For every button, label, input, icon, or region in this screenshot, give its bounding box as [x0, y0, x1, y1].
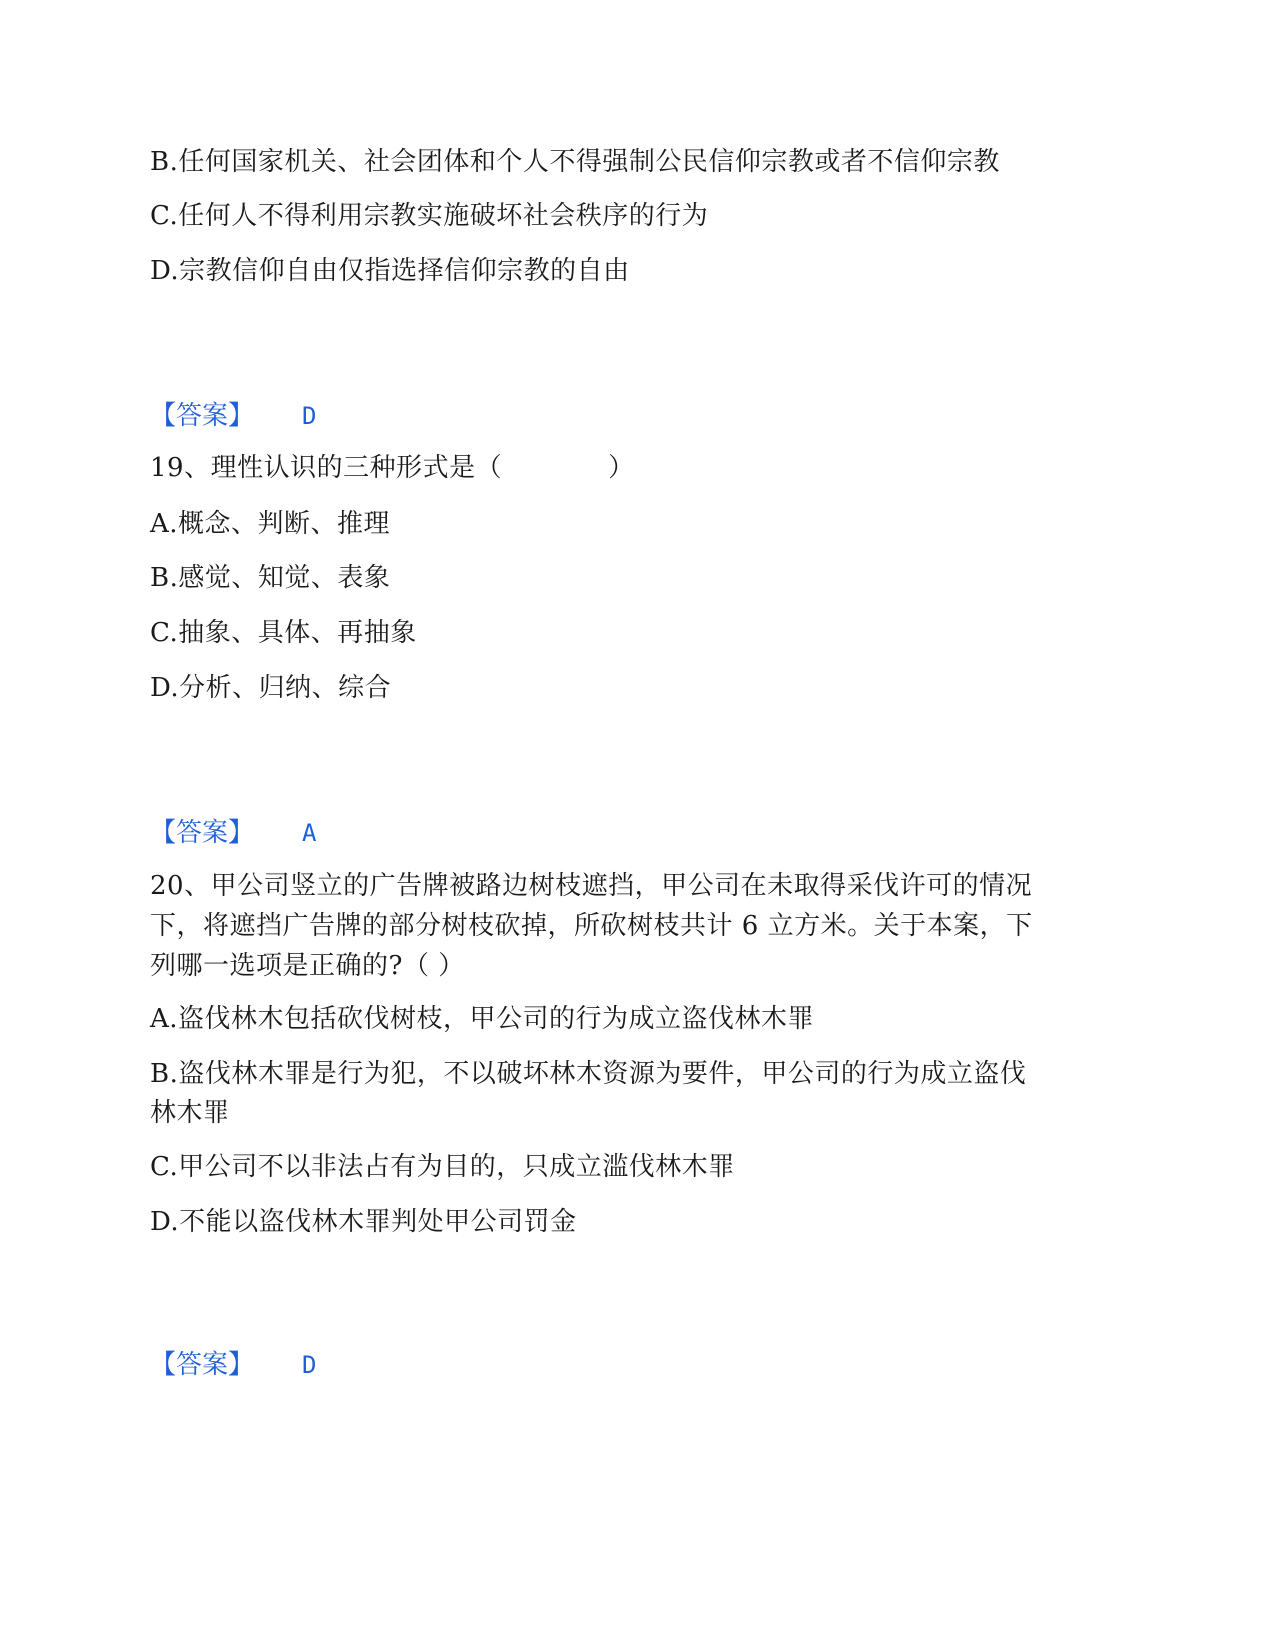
q20-answer	[150, 1345, 316, 1385]
q19-option-d: D.分析、归纳、综合	[150, 673, 392, 703]
q20-stem-line-1: 20、甲公司竖立的广告牌被路边树枝遮挡，甲公司在未取得采伐许可的情况	[150, 871, 1033, 901]
q19-option-a: A.概念、判断、推理	[150, 509, 391, 539]
q20-option-c: C.甲公司不以非法占有为目的，只成立滥伐林木罪	[150, 1152, 735, 1182]
q19-option-c: C.抽象、具体、再抽象	[150, 618, 417, 648]
q19-stem: 19、理性认识的三种形式是（ ）	[150, 453, 635, 483]
q19-answer	[150, 813, 316, 853]
q20-stem-line-2: 下，将遮挡广告牌的部分树枝砍掉，所砍树枝共计 6 立方米。关于本案，下	[150, 911, 1033, 941]
q18-answer	[150, 396, 316, 436]
q20-option-a: A.盗伐林木包括砍伐树枝，甲公司的行为成立盗伐林木罪	[150, 1004, 815, 1034]
q20-option-d: D.不能以盗伐林木罪判处甲公司罚金	[150, 1207, 577, 1237]
q20-answer-label: 【答案】	[150, 1350, 255, 1380]
q19-answer-value: A	[302, 819, 317, 847]
q20-answer-value: D	[302, 1351, 317, 1379]
q20-option-b-line-2: 林木罪	[150, 1098, 230, 1128]
q20-option-b-line-1: B.盗伐林木罪是行为犯，不以破坏林木资源为要件，甲公司的行为成立盗伐	[150, 1059, 1027, 1089]
q18-answer-value: D	[302, 402, 317, 430]
q18-option-d: D.宗教信仰自由仅指选择信仰宗教的自由	[150, 256, 630, 286]
q19-option-b: B.感觉、知觉、表象	[150, 563, 391, 593]
q19-answer-label: 【答案】	[150, 818, 255, 848]
q18-answer-label: 【答案】	[150, 401, 255, 431]
q18-option-c: C.任何人不得利用宗教实施破坏社会秩序的行为	[150, 201, 709, 231]
q18-option-b: B.任何国家机关、社会团体和个人不得强制公民信仰宗教或者不信仰宗教	[150, 147, 1000, 177]
q20-stem-line-3: 列哪一选项是正确的?（ ）	[150, 951, 465, 981]
